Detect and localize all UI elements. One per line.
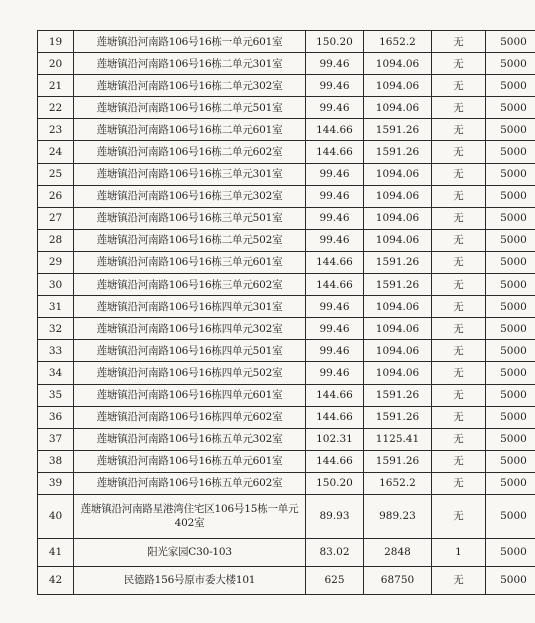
table-row (38, 207, 535, 229)
cell-area: 99.46 (306, 340, 364, 362)
cell-flag: 无 (432, 384, 486, 406)
cell-address: 莲塘镇沿河南路106号16栋二单元601室 (74, 119, 306, 141)
cell-amount: 1094.06 (364, 296, 432, 318)
table-row (38, 428, 535, 450)
cell-value: 5000 (486, 428, 535, 450)
cell-address: 莲塘镇沿河南路106号16栋三单元301室 (74, 163, 306, 185)
cell-no: 40 (38, 494, 74, 538)
cell-amount: 1094.06 (364, 340, 432, 362)
cell-value: 5000 (486, 251, 535, 273)
cell-amount: 1591.26 (364, 274, 432, 296)
table-row (38, 296, 535, 318)
cell-address: 民德路156号原市委大楼101 (74, 566, 306, 594)
cell-area: 144.66 (306, 251, 364, 273)
cell-value: 5000 (486, 384, 535, 406)
cell-address: 莲塘镇沿河南路106号16栋三单元501室 (74, 207, 306, 229)
cell-area: 99.46 (306, 229, 364, 251)
cell-value: 5000 (486, 494, 535, 538)
cell-area: 99.46 (306, 97, 364, 119)
cell-value: 5000 (486, 406, 535, 428)
cell-value: 5000 (486, 53, 535, 75)
cell-value: 5000 (486, 472, 535, 494)
cell-address: 莲塘镇沿河南路106号16栋二单元501室 (74, 97, 306, 119)
cell-no: 20 (38, 53, 74, 75)
cell-value: 5000 (486, 274, 535, 296)
cell-flag: 无 (432, 119, 486, 141)
cell-area: 150.20 (306, 31, 364, 53)
cell-flag: 无 (432, 53, 486, 75)
cell-address: 莲塘镇沿河南路106号16栋三单元602室 (74, 274, 306, 296)
cell-flag: 无 (432, 31, 486, 53)
table-row (38, 538, 535, 566)
cell-area: 144.66 (306, 406, 364, 428)
cell-amount: 2848 (364, 538, 432, 566)
table-body (38, 31, 535, 595)
cell-no: 36 (38, 406, 74, 428)
cell-amount: 1094.06 (364, 53, 432, 75)
cell-flag: 无 (432, 97, 486, 119)
cell-value: 5000 (486, 229, 535, 251)
cell-amount: 1652.2 (364, 472, 432, 494)
cell-value: 5000 (486, 141, 535, 163)
table-row (38, 494, 535, 538)
cell-amount: 1591.26 (364, 251, 432, 273)
cell-amount: 1094.06 (364, 207, 432, 229)
cell-flag: 无 (432, 428, 486, 450)
cell-area: 83.02 (306, 538, 364, 566)
cell-amount: 1652.2 (364, 31, 432, 53)
cell-area: 99.46 (306, 296, 364, 318)
table-row (38, 566, 535, 594)
cell-area: 99.46 (306, 185, 364, 207)
cell-area: 99.46 (306, 163, 364, 185)
cell-address: 莲塘镇沿河南路106号16栋五单元601室 (74, 450, 306, 472)
cell-amount: 1094.06 (364, 163, 432, 185)
cell-flag: 无 (432, 229, 486, 251)
cell-no: 22 (38, 97, 74, 119)
cell-amount: 1094.06 (364, 97, 432, 119)
cell-flag: 无 (432, 296, 486, 318)
cell-amount: 1125.41 (364, 428, 432, 450)
cell-address: 莲塘镇沿河南路106号16栋四单元502室 (74, 362, 306, 384)
cell-no: 37 (38, 428, 74, 450)
cell-area: 89.93 (306, 494, 364, 538)
cell-no: 19 (38, 31, 74, 53)
cell-area: 144.66 (306, 274, 364, 296)
cell-area: 150.20 (306, 472, 364, 494)
cell-no: 27 (38, 207, 74, 229)
cell-area: 625 (306, 566, 364, 594)
table-row (38, 119, 535, 141)
cell-amount: 1591.26 (364, 119, 432, 141)
cell-address: 莲塘镇沿河南路106号16栋三单元302室 (74, 185, 306, 207)
table-row (38, 384, 535, 406)
cell-no: 24 (38, 141, 74, 163)
cell-area: 99.46 (306, 318, 364, 340)
table-row (38, 450, 535, 472)
cell-value: 5000 (486, 75, 535, 97)
cell-area: 144.66 (306, 450, 364, 472)
cell-address: 莲塘镇沿河南路106号16栋四单元601室 (74, 384, 306, 406)
cell-value: 5000 (486, 318, 535, 340)
cell-value: 5000 (486, 362, 535, 384)
cell-no: 30 (38, 274, 74, 296)
cell-amount: 1094.06 (364, 185, 432, 207)
cell-flag: 无 (432, 472, 486, 494)
cell-value: 5000 (486, 340, 535, 362)
cell-flag: 无 (432, 494, 486, 538)
table-row (38, 141, 535, 163)
cell-no: 26 (38, 185, 74, 207)
table-row (38, 229, 535, 251)
cell-flag: 无 (432, 185, 486, 207)
cell-flag: 无 (432, 450, 486, 472)
cell-value: 5000 (486, 296, 535, 318)
cell-no: 23 (38, 119, 74, 141)
cell-address: 莲塘镇沿河南路106号16栋五单元302室 (74, 428, 306, 450)
table-row (38, 97, 535, 119)
cell-area: 144.66 (306, 141, 364, 163)
cell-address: 莲塘镇沿河南路106号16栋一单元601室 (74, 31, 306, 53)
cell-address: 莲塘镇沿河南路106号16栋三单元601室 (74, 251, 306, 273)
table-row (38, 362, 535, 384)
cell-address: 莲塘镇沿河南路106号16栋五单元602室 (74, 472, 306, 494)
cell-amount: 1591.26 (364, 384, 432, 406)
cell-no: 42 (38, 566, 74, 594)
cell-no: 31 (38, 296, 74, 318)
cell-amount: 1094.06 (364, 318, 432, 340)
table-row (38, 185, 535, 207)
cell-flag: 无 (432, 566, 486, 594)
property-table (37, 30, 535, 595)
cell-address: 莲塘镇沿河南路106号16栋四单元301室 (74, 296, 306, 318)
cell-value: 5000 (486, 163, 535, 185)
cell-area: 144.66 (306, 119, 364, 141)
cell-value: 5000 (486, 450, 535, 472)
cell-amount: 1094.06 (364, 229, 432, 251)
cell-area: 99.46 (306, 362, 364, 384)
cell-flag: 无 (432, 274, 486, 296)
cell-no: 25 (38, 163, 74, 185)
cell-area: 144.66 (306, 384, 364, 406)
table-row (38, 251, 535, 273)
cell-flag: 无 (432, 406, 486, 428)
cell-flag: 无 (432, 318, 486, 340)
cell-no: 35 (38, 384, 74, 406)
cell-value: 5000 (486, 207, 535, 229)
cell-address: 阳光家园C30-103 (74, 538, 306, 566)
table-row (38, 53, 535, 75)
cell-no: 21 (38, 75, 74, 97)
cell-amount: 1094.06 (364, 362, 432, 384)
cell-value: 5000 (486, 185, 535, 207)
cell-flag: 无 (432, 207, 486, 229)
table-row (38, 340, 535, 362)
cell-value: 5000 (486, 31, 535, 53)
cell-no: 28 (38, 229, 74, 251)
cell-address: 莲塘镇沿河南路106号16栋二单元502室 (74, 229, 306, 251)
table-row (38, 318, 535, 340)
table-row (38, 31, 535, 53)
cell-amount: 1591.26 (364, 406, 432, 428)
cell-address: 莲塘镇沿河南路星港湾住宅区106号15栋一单元402室 (74, 494, 306, 538)
cell-value: 5000 (486, 566, 535, 594)
cell-flag: 1 (432, 538, 486, 566)
cell-flag: 无 (432, 340, 486, 362)
cell-value: 5000 (486, 538, 535, 566)
cell-flag: 无 (432, 362, 486, 384)
cell-amount: 1591.26 (364, 450, 432, 472)
cell-address: 莲塘镇沿河南路106号16栋二单元301室 (74, 53, 306, 75)
cell-flag: 无 (432, 251, 486, 273)
cell-flag: 无 (432, 141, 486, 163)
cell-no: 39 (38, 472, 74, 494)
cell-address: 莲塘镇沿河南路106号16栋四单元302室 (74, 318, 306, 340)
cell-no: 29 (38, 251, 74, 273)
table-row (38, 406, 535, 428)
table-row (38, 472, 535, 494)
cell-address: 莲塘镇沿河南路106号16栋二单元602室 (74, 141, 306, 163)
cell-flag: 无 (432, 75, 486, 97)
cell-area: 102.31 (306, 428, 364, 450)
cell-no: 33 (38, 340, 74, 362)
cell-area: 99.46 (306, 53, 364, 75)
cell-area: 99.46 (306, 75, 364, 97)
cell-address: 莲塘镇沿河南路106号16栋四单元602室 (74, 406, 306, 428)
cell-amount: 1591.26 (364, 141, 432, 163)
cell-amount: 68750 (364, 566, 432, 594)
cell-amount: 1094.06 (364, 75, 432, 97)
cell-value: 5000 (486, 119, 535, 141)
table-row (38, 274, 535, 296)
cell-value: 5000 (486, 97, 535, 119)
cell-address: 莲塘镇沿河南路106号16栋二单元302室 (74, 75, 306, 97)
table-row (38, 163, 535, 185)
table-row (38, 75, 535, 97)
cell-address: 莲塘镇沿河南路106号16栋四单元501室 (74, 340, 306, 362)
cell-no: 34 (38, 362, 74, 384)
cell-amount: 989.23 (364, 494, 432, 538)
cell-no: 38 (38, 450, 74, 472)
cell-flag: 无 (432, 163, 486, 185)
cell-no: 32 (38, 318, 74, 340)
cell-area: 99.46 (306, 207, 364, 229)
cell-no: 41 (38, 538, 74, 566)
